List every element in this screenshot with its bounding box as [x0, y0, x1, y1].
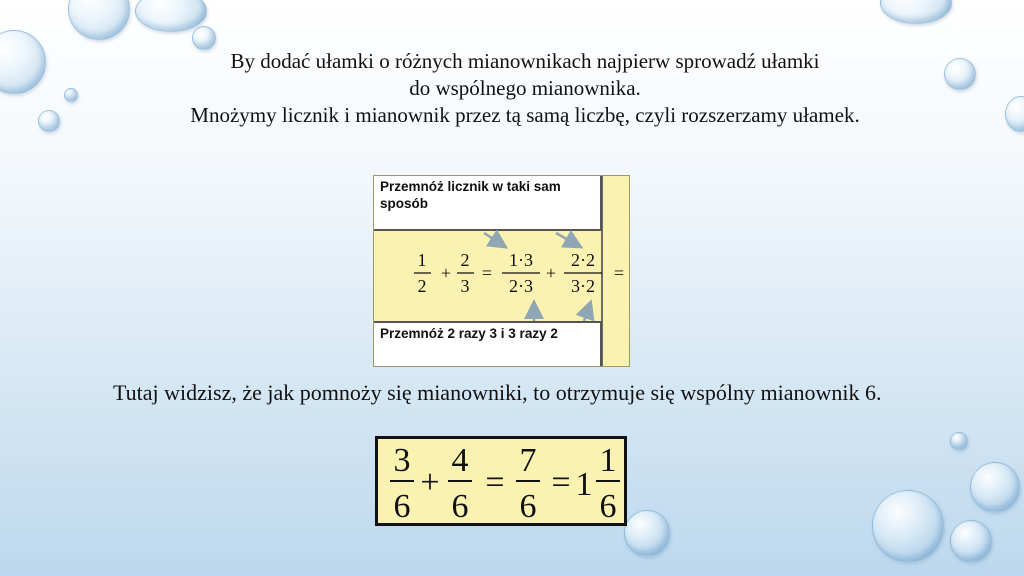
fraction-4-denominator: 3·2 [571, 276, 595, 296]
callout-denominator: Przemnóż 2 razy 3 i 3 razy 2 [374, 321, 602, 366]
bubble-decoration [0, 30, 46, 94]
result-fraction-2-numerator: 4 [451, 442, 469, 479]
arrow-icon [584, 304, 590, 321]
bubble-decoration [38, 110, 60, 132]
result-equation-drawing [378, 439, 624, 523]
bubble-decoration [970, 462, 1020, 512]
fraction-4-numerator: 2·2 [571, 250, 595, 270]
equals-sign: = [485, 464, 505, 501]
result-fraction-3-denominator: 6 [519, 488, 537, 523]
equals-sign: = [551, 464, 571, 501]
plus-sign: + [545, 263, 557, 283]
fraction-1-numerator: 1 [417, 250, 427, 270]
fraction-3-numerator: 1·3 [509, 250, 533, 270]
fraction-1-denominator: 2 [417, 276, 427, 296]
plus-sign: + [440, 263, 452, 283]
equals-sign: = [481, 263, 493, 283]
intro-line-3: Mnożymy licznik i mianownik przez tą samą liczbę, czyli rozszerzamy ułamek. [190, 103, 860, 127]
bubble-decoration [950, 432, 968, 450]
plus-sign: + [420, 464, 440, 501]
result-fraction-4-numerator: 1 [599, 442, 617, 479]
arrow-icon [484, 233, 504, 246]
result-fraction-1-denominator: 6 [393, 488, 411, 523]
intro-line-2: do wspólnego mianownika. [409, 76, 641, 100]
bubble-decoration [880, 0, 952, 24]
result-fraction-2-denominator: 6 [451, 488, 469, 523]
bubble-decoration [872, 490, 944, 562]
fraction-3-denominator: 2·3 [509, 276, 533, 296]
arrow-icon [556, 233, 579, 246]
callout-numerator: Przemnóż licznik w taki sam sposób [374, 176, 602, 231]
fraction-2-numerator: 2 [460, 250, 470, 270]
expansion-figure [373, 175, 630, 367]
result-fraction-4-denominator: 6 [599, 488, 617, 523]
result-equation [375, 436, 627, 526]
bubble-decoration [68, 0, 130, 40]
fraction-2-denominator: 3 [460, 276, 470, 296]
result-whole-number: 1 [575, 466, 593, 503]
bubble-decoration [192, 26, 216, 50]
result-fraction-3-numerator: 7 [519, 442, 537, 479]
result-fraction-1-numerator: 3 [393, 442, 411, 479]
bubble-decoration [624, 510, 670, 556]
bubble-decoration [950, 520, 992, 562]
intro-line-1: By dodać ułamki o różnych mianownikach najpierw sprowadź ułamki [230, 49, 820, 73]
explanation-text: Tutaj widzisz, że jak pomnoży się mianowniki, to otrzymuje się wspólny mianownik 6. [113, 380, 882, 405]
equals-sign: = [613, 263, 625, 283]
intro-text [60, 48, 990, 129]
bubble-decoration [1005, 96, 1024, 132]
